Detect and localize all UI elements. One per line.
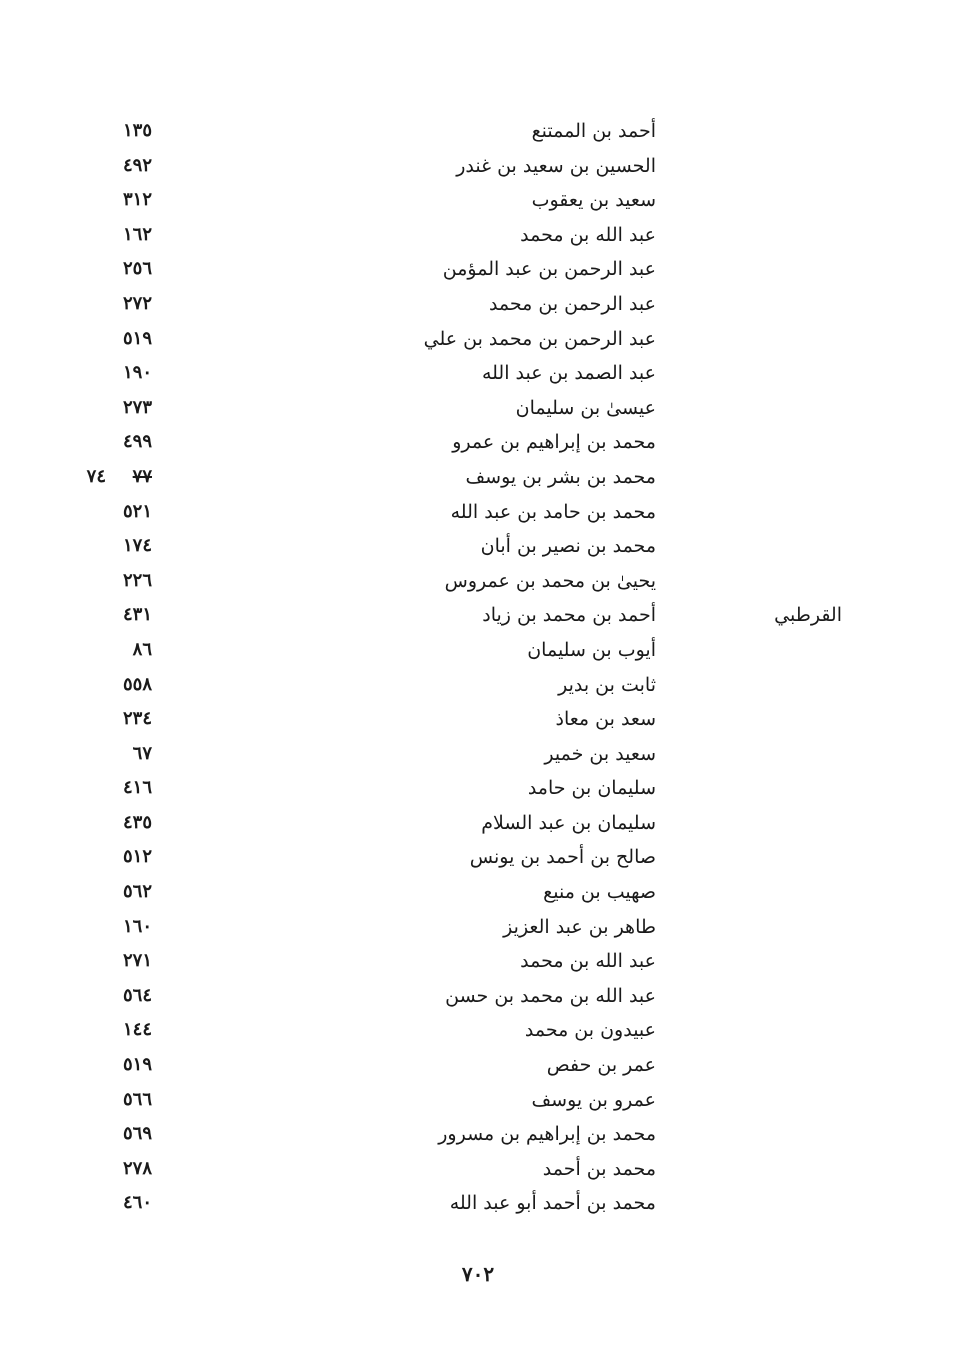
- index-row: [0, 287, 956, 322]
- page-reference: ٤٣١: [122, 604, 152, 626]
- page-reference: ٣١٢: [122, 189, 152, 211]
- page-reference: ٤٩٩: [122, 431, 152, 453]
- person-name: عيسىٰ بن سليمان: [515, 396, 656, 419]
- index-row: [0, 598, 956, 633]
- page-reference: ٢٥٦: [122, 258, 152, 280]
- index-row: [0, 1152, 956, 1187]
- index-row: [0, 771, 956, 806]
- index-row: [0, 1013, 956, 1048]
- person-name: محمد بن بشر بن يوسف: [465, 465, 656, 488]
- page-reference: ٥٦٦: [122, 1088, 152, 1110]
- page-reference: ٢٧٣: [122, 396, 152, 418]
- person-name: سعيد بن يعقوب: [531, 189, 656, 212]
- person-name: يحيىٰ بن محمد بن عمروس: [444, 569, 656, 592]
- index-row: [0, 702, 956, 737]
- page-reference: ١٩٠: [122, 362, 152, 384]
- index-row: [0, 875, 956, 910]
- page-reference: ٨٦: [132, 638, 152, 660]
- group-label: القرطبي: [774, 604, 842, 627]
- page-reference: ١٦٠: [122, 915, 152, 937]
- page-reference: ٥٢١: [122, 500, 152, 522]
- page-number: ٧٠٢: [461, 1262, 495, 1286]
- page-reference: ٥٥٨: [122, 673, 152, 695]
- person-name: عبد الله بن محمد بن حسن: [445, 984, 656, 1007]
- person-name: سليمان بن عبد السلام: [481, 811, 656, 834]
- index-row: [0, 840, 956, 875]
- page-reference: ١٧٤: [122, 535, 152, 557]
- page-reference: ٥٦٩: [122, 1123, 152, 1145]
- person-name: محمد بن أحمد أبو عبد الله: [449, 1192, 656, 1215]
- index-row: [0, 425, 956, 460]
- index-row: [0, 564, 956, 599]
- index-row: [0, 737, 956, 772]
- index-row: [0, 183, 956, 218]
- index-row: [0, 944, 956, 979]
- person-name: صهيب بن منيع: [543, 881, 656, 904]
- index-row: [0, 1083, 956, 1118]
- person-name: أيوب بن سليمان: [527, 638, 656, 661]
- index-row: [0, 460, 956, 495]
- index-row: [0, 668, 956, 703]
- person-name: محمد بن نصير بن أبان: [480, 535, 656, 558]
- index-row: [0, 529, 956, 564]
- page-reference: ٢٧١: [122, 950, 152, 972]
- person-name: الحسين بن سعيد بن غندر: [456, 154, 656, 177]
- index-row: [0, 979, 956, 1014]
- person-name: عبد الصمد بن عبد الله: [481, 362, 656, 385]
- index-row: [0, 114, 956, 149]
- person-name: محمد بن حامد بن عبد الله: [450, 500, 656, 523]
- person-name: أحمد بن الممتنع: [531, 120, 656, 142]
- person-name: محمد بن إبراهيم بن عمرو: [452, 431, 656, 454]
- index-row: [0, 633, 956, 668]
- index-row: [0, 1117, 956, 1152]
- person-name: أحمد بن محمد بن زياد: [482, 604, 656, 627]
- index-row: [0, 1186, 956, 1221]
- page-reference: ٤٣٥: [122, 811, 152, 833]
- page-reference: ٢٧٢: [122, 292, 152, 314]
- index-row: [0, 391, 956, 426]
- person-name: عبد الله بن محمد: [520, 223, 656, 246]
- index-row: [0, 495, 956, 530]
- index-row: [0, 910, 956, 945]
- person-name: عبد الرحمن بن محمد: [488, 292, 656, 315]
- person-name: سعيد بن خمير: [544, 742, 656, 765]
- page-reference: ٤٩٢: [122, 154, 152, 176]
- page-reference: ٥١٩: [122, 1054, 152, 1076]
- page-reference: ٢٣٤: [122, 708, 152, 730]
- person-name: عبد الله بن محمد: [520, 950, 656, 973]
- index-row: [0, 806, 956, 841]
- index-list: [0, 114, 956, 1221]
- person-name: محمد بن إبراهيم بن مسرور: [438, 1123, 656, 1146]
- page-reference: ٥٦٢: [122, 881, 152, 903]
- page-reference-struck: ٧٧: [132, 465, 152, 487]
- page-reference: ٤١٦: [122, 777, 152, 799]
- page-reference: ٥١٩: [122, 327, 152, 349]
- page-reference: ٤٦٠: [122, 1192, 152, 1214]
- person-name: عبد الرحمن بن عبد المؤمن: [442, 258, 656, 281]
- page-reference: ٢٢٦: [122, 569, 152, 591]
- index-row: [0, 356, 956, 391]
- person-name: سليمان بن حامد: [527, 777, 656, 800]
- person-name: محمد بن أحمد: [542, 1157, 656, 1180]
- page-reference: ٢٧٨: [122, 1157, 152, 1179]
- page-reference: ١٦٢: [122, 223, 152, 245]
- page-reference: ٥٦٤: [122, 984, 152, 1006]
- page-reference: ١٣٥: [122, 120, 152, 141]
- index-row: [0, 1048, 956, 1083]
- page-reference: ٦٧: [132, 742, 152, 764]
- index-row: [0, 322, 956, 357]
- index-row: [0, 252, 956, 287]
- index-row: [0, 218, 956, 253]
- index-row: [0, 149, 956, 184]
- person-name: صالح بن أحمد بن يونس: [469, 846, 656, 869]
- person-name: طاهر بن عبد العزيز: [503, 915, 656, 938]
- page-reference: ٥١٢: [122, 846, 152, 868]
- person-name: ثابت بن بدير: [558, 673, 656, 696]
- handwritten-correction: ٧٤: [86, 465, 106, 487]
- page-reference: ١٤٤: [122, 1019, 152, 1041]
- person-name: عمر بن حفص: [546, 1054, 656, 1077]
- person-name: سعد بن معاذ: [555, 708, 656, 731]
- person-name: عمرو بن يوسف: [531, 1088, 656, 1111]
- person-name: عبيدون بن محمد: [524, 1019, 656, 1042]
- person-name: عبد الرحمن بن محمد بن علي: [423, 327, 656, 350]
